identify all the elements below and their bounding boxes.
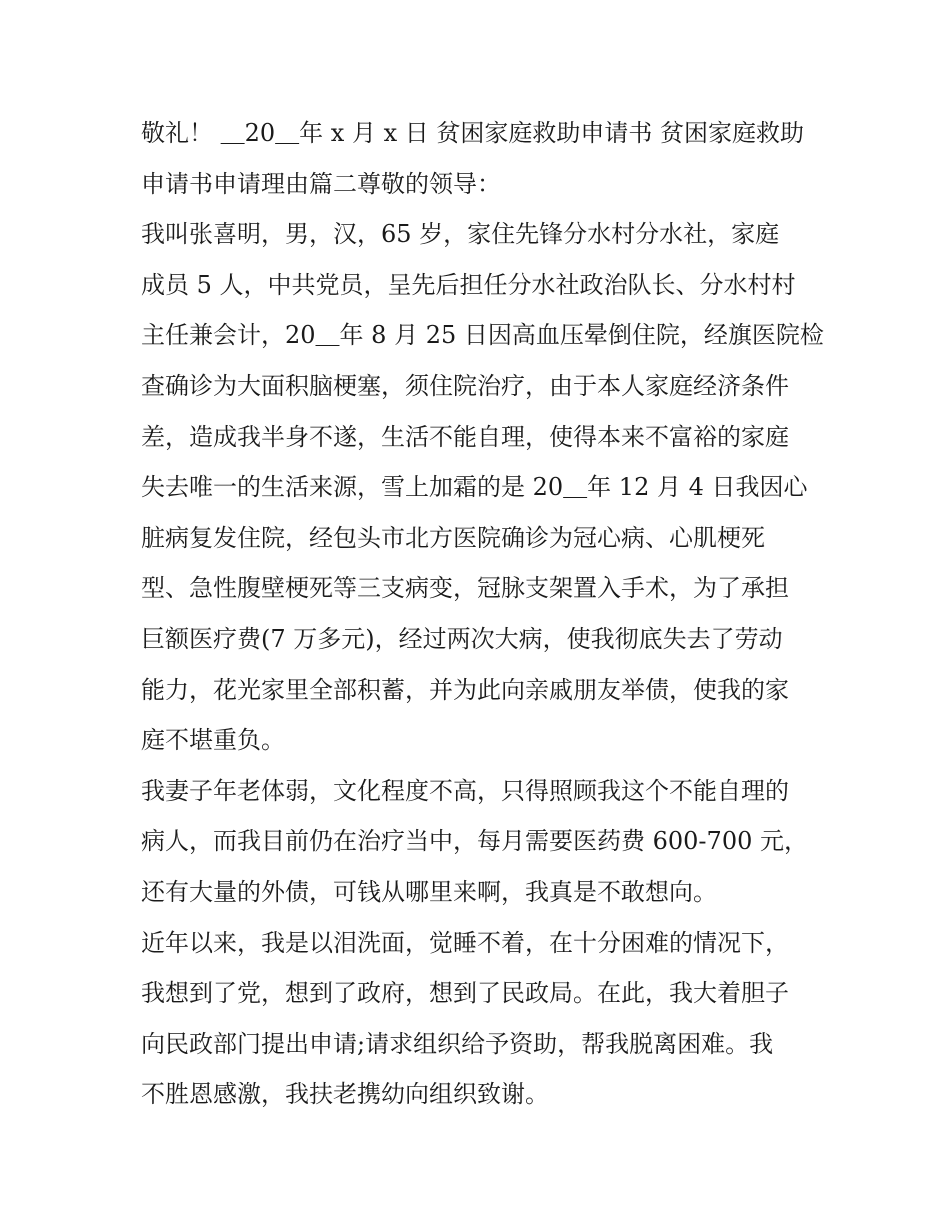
text-line: 能力，花光家里全部积蓄，并为此向亲戚朋友举债，使我的家 bbox=[141, 675, 789, 704]
text-line: 还有大量的外债，可钱从哪里来啊，我真是不敢想向。 bbox=[141, 877, 717, 906]
text-line: 庭不堪重负。 bbox=[141, 726, 285, 755]
text-line: 差，造成我半身不遂，生活不能自理，使得本来不富裕的家庭 bbox=[141, 422, 789, 451]
text-line: 我叫张喜明，男，汉，65 岁，家住先锋分水村分水社，家庭 bbox=[141, 220, 780, 249]
document-body bbox=[141, 108, 824, 1120]
text-line: 我想到了党，想到了政府，想到了民政局。在此，我大着胆子 bbox=[141, 979, 789, 1008]
text-line: 申请书申请理由篇二尊敬的领导： bbox=[141, 169, 501, 198]
text-line: 失去唯一的生活来源，雪上加霜的是 20＿年 12 月 4 日我因心 bbox=[141, 473, 808, 502]
text-line: 近年以来，我是以泪洗面，觉睡不着，在十分困难的情况下， bbox=[141, 928, 789, 957]
text-line: 型、急性腹壁梗死等三支病变，冠脉支架置入手术，为了承担 bbox=[141, 574, 789, 603]
text-line: 病人，而我目前仍在治疗当中，每月需要医药费 600-700 元， bbox=[141, 827, 808, 856]
text-line: 不胜恩感激，我扶老携幼向组织致谢。 bbox=[141, 1080, 549, 1109]
text-line: 敬礼！ ＿20＿年 x 月 x 日 贫困家庭救助申请书 贫困家庭救助 bbox=[141, 119, 805, 147]
text-line: 主任兼会计，20＿年 8 月 25 日因高血压晕倒住院，经旗医院检 bbox=[141, 321, 824, 350]
text-line: 向民政部门提出申请;请求组织给予资助，帮我脱离困难。我 bbox=[141, 1029, 774, 1058]
text-line: 脏病复发住院，经包头市北方医院确诊为冠心病、心肌梗死 bbox=[141, 523, 765, 552]
text-line: 巨额医疗费(7 万多元)，经过两次大病，使我彻底失去了劳动 bbox=[141, 624, 783, 653]
text-line: 我妻子年老体弱，文化程度不高，只得照顾我这个不能自理的 bbox=[141, 776, 789, 805]
text-line: 成员 5 人，中共党员，呈先后担任分水社政治队长、分水村村 bbox=[141, 270, 796, 299]
text-line: 查确诊为大面积脑梗塞，须住院治疗，由于本人家庭经济条件 bbox=[141, 371, 789, 400]
